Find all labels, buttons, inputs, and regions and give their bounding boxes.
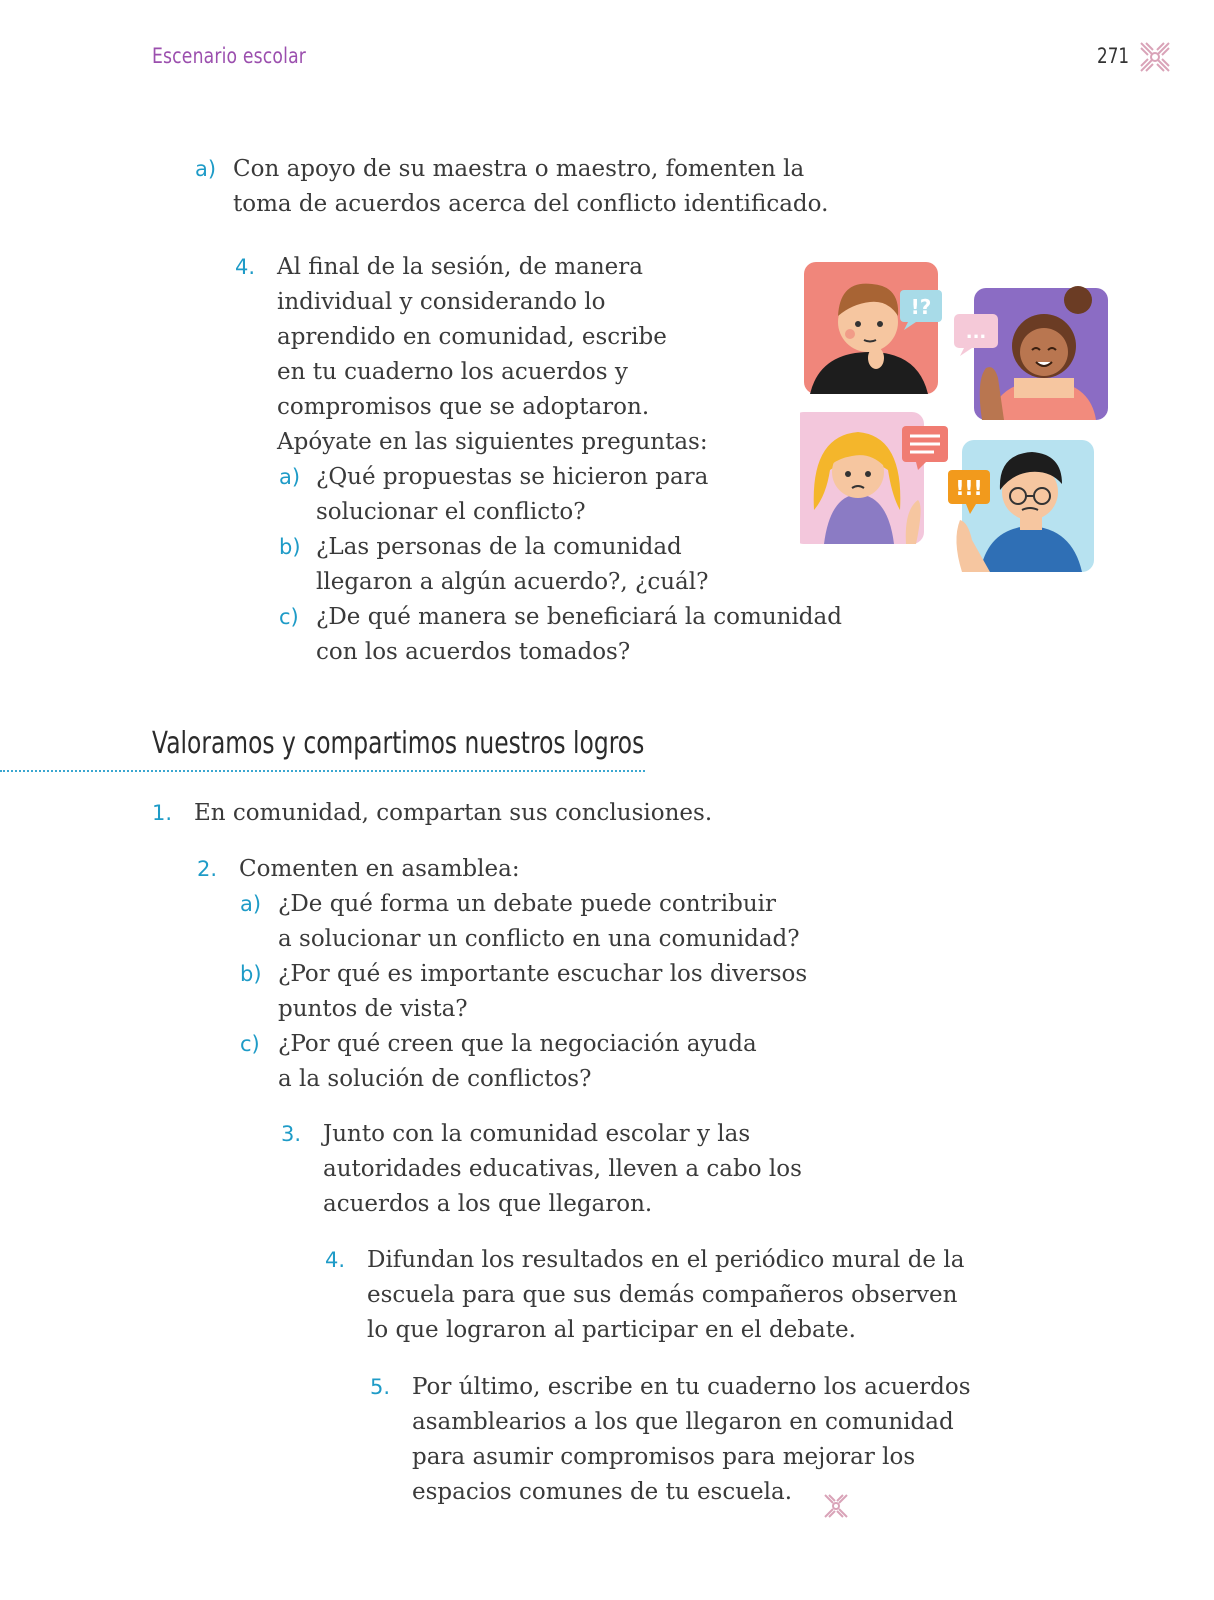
paragraph-line: con los acuerdos tomados?: [316, 639, 631, 665]
list-marker: 1.: [152, 801, 173, 825]
paragraph-line: toma de acuerdos acerca del conflicto identificado.: [233, 191, 829, 217]
list-marker: b): [240, 962, 262, 986]
paragraph-line: Al final de la sesión, de manera: [277, 254, 643, 280]
paragraph-line: individual y considerando lo: [277, 289, 606, 315]
list-marker: a): [195, 157, 217, 181]
paragraph-line: Con apoyo de su maestra o maestro, fomenten la: [233, 156, 805, 182]
paragraph-line: para asumir compromisos para mejorar los: [412, 1444, 916, 1470]
paragraph-line: ¿Por qué es importante escuchar los diversos: [278, 961, 808, 987]
section-heading: Valoramos y compartimos nuestros logros: [152, 726, 645, 761]
bubble-text: ...: [965, 322, 987, 343]
paragraph-line: solucionar el conflicto?: [316, 499, 586, 525]
paragraph-line: ¿Las personas de la comunidad: [316, 534, 682, 560]
paragraph-line: Apóyate en las siguientes preguntas:: [277, 429, 708, 455]
bubble-text: !?: [910, 295, 932, 319]
list-marker: a): [279, 465, 301, 489]
paragraph-line: autoridades educativas, lleven a cabo los: [323, 1156, 802, 1182]
list-marker: 4.: [325, 1248, 346, 1272]
list-marker: 4.: [235, 255, 256, 279]
paragraph-line: compromisos que se adoptaron.: [277, 394, 650, 420]
participant-tile-1: [804, 262, 938, 394]
list-marker: b): [279, 535, 301, 559]
running-header-title: Escenario escolar: [152, 44, 307, 68]
list-marker: a): [240, 892, 262, 916]
paragraph-line: Comenten en asamblea:: [239, 856, 520, 882]
end-mark-icon: [823, 1493, 849, 1519]
paragraph-line: ¿Qué propuestas se hicieron para: [316, 464, 709, 490]
flower-emblem-icon: [1138, 40, 1172, 74]
paragraph-line: Junto con la comunidad escolar y las: [323, 1121, 751, 1147]
participant-tile-4: [956, 440, 1094, 572]
page-number: 271: [1097, 44, 1130, 68]
paragraph-line: espacios comunes de tu escuela.: [412, 1479, 793, 1505]
paragraph-line: a solucionar un conflicto en una comunidad?: [278, 926, 800, 952]
paragraph-line: a la solución de conflictos?: [278, 1066, 592, 1092]
video-call-illustration: [800, 260, 1130, 595]
list-marker: 5.: [370, 1375, 391, 1399]
section-divider: [0, 770, 645, 772]
paragraph-line: En comunidad, compartan sus conclusiones.: [194, 800, 713, 826]
paragraph-line: llegaron a algún acuerdo?, ¿cuál?: [316, 569, 709, 595]
paragraph-line: acuerdos a los que llegaron.: [323, 1191, 653, 1217]
paragraph-line: asamblearios a los que llegaron en comunidad: [412, 1409, 954, 1435]
paragraph-line: ¿Por qué creen que la negociación ayuda: [278, 1031, 757, 1057]
paragraph-line: escuela para que sus demás compañeros observen: [367, 1282, 958, 1308]
paragraph-line: ¿De qué manera se beneficiará la comunidad: [316, 604, 842, 630]
list-marker: c): [240, 1032, 260, 1056]
participant-tile-2: [974, 286, 1108, 420]
paragraph-line: Por último, escribe en tu cuaderno los acuerdos: [412, 1374, 971, 1400]
paragraph-line: puntos de vista?: [278, 996, 468, 1022]
list-marker: c): [279, 605, 299, 629]
bubble-text: !!!: [955, 476, 983, 500]
paragraph-line: ¿De qué forma un debate puede contribuir: [278, 891, 777, 917]
paragraph-line: lo que lograron al participar en el debate.: [367, 1317, 856, 1343]
list-marker: 3.: [281, 1122, 302, 1146]
paragraph-line: Difundan los resultados en el periódico mural de la: [367, 1247, 965, 1273]
paragraph-line: aprendido en comunidad, escribe: [277, 324, 667, 350]
paragraph-line: en tu cuaderno los acuerdos y: [277, 359, 628, 385]
list-marker: 2.: [197, 857, 218, 881]
